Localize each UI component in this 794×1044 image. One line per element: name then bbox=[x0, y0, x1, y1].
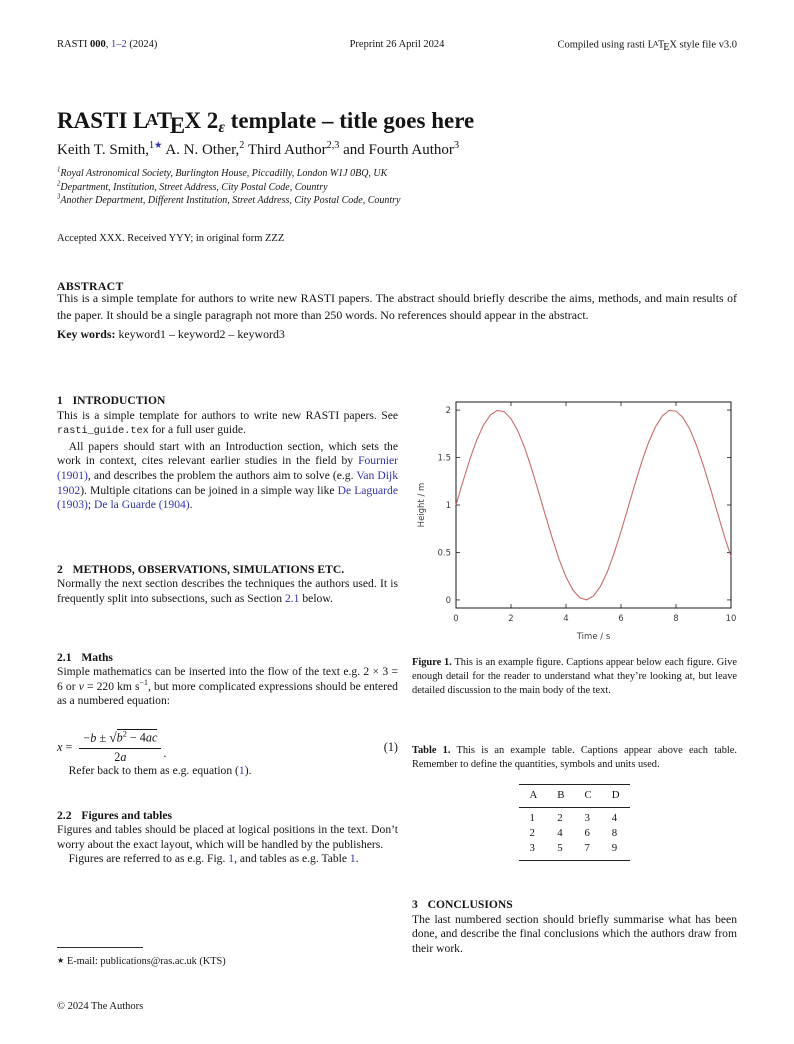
text-segment: E-mail: publications@ras.ac.uk (KTS) bbox=[64, 956, 226, 968]
affiliations bbox=[57, 167, 400, 208]
text-segment: A. N. Other, bbox=[162, 142, 240, 158]
author-list bbox=[57, 142, 459, 159]
text-segment: 3 bbox=[453, 140, 460, 151]
link[interactable]: 1–2 bbox=[110, 39, 127, 50]
subsection-heading-figures-tables: 2.2 Figures and tables bbox=[57, 808, 172, 822]
table-cell: 2 bbox=[529, 826, 535, 839]
text-segment: ; bbox=[87, 498, 95, 512]
keywords-line bbox=[57, 327, 285, 342]
text-segment: Third Author bbox=[244, 142, 327, 158]
text-segment: RASTI L bbox=[57, 108, 149, 134]
text-segment: ). bbox=[244, 764, 252, 778]
text-segment: ac bbox=[145, 730, 158, 745]
table-cell: 9 bbox=[611, 841, 618, 854]
accepted-line: Accepted XXX. Received YYY; in original form ZZZ bbox=[57, 233, 285, 244]
text-segment: 000 bbox=[89, 39, 106, 50]
footnote-rule bbox=[57, 947, 143, 948]
text-segment: X style file v3.0 bbox=[669, 39, 737, 51]
text-segment: 2 bbox=[122, 729, 127, 739]
section-heading-introduction: 1 INTRODUCTION bbox=[57, 394, 166, 407]
equation-number: (1) bbox=[383, 740, 398, 755]
figtab-paragraph-2 bbox=[57, 852, 398, 867]
text-segment: and Fourth Author bbox=[339, 142, 454, 158]
text-segment: − 4 bbox=[126, 730, 146, 745]
figure-plot bbox=[412, 391, 737, 647]
text-segment: , but more complicated expressions should be entered as a numbered equation: bbox=[57, 679, 398, 708]
equation-1 bbox=[57, 731, 398, 764]
square-root-sign: √ bbox=[109, 729, 117, 745]
section-heading-methods: 2 METHODS, OBSERVATIONS, SIMULATIONS ETC. bbox=[57, 562, 345, 576]
left-column bbox=[57, 394, 398, 867]
text-segment: Refer back to them as e.g. equation ( bbox=[68, 764, 239, 778]
figure-1-caption bbox=[412, 656, 737, 697]
plot-frame bbox=[456, 402, 731, 608]
email-footnote bbox=[57, 947, 398, 967]
x-axis-label: Time / s bbox=[576, 632, 611, 642]
text-segment: −1 bbox=[139, 677, 148, 687]
text-segment: All papers should start with an Introduction section, which sets the work in context, cites relevant earlier studies in the field by bbox=[57, 439, 398, 468]
text-segment: 2 bbox=[114, 749, 121, 764]
y-axis-label: Height / m bbox=[417, 482, 427, 528]
table-header-cell: A bbox=[529, 788, 538, 801]
text-segment: This is an example table. Captions appear above each table. Remember to define the quantities, symbols and units used. bbox=[412, 745, 737, 771]
text-segment: Table 1. bbox=[412, 745, 451, 757]
table-cell: 3 bbox=[529, 841, 535, 854]
equation-radicand bbox=[117, 729, 158, 745]
conclusions-paragraph: The last numbered section should briefly summarise what has been done, and describe the final conclusions which the authors draw from their work. bbox=[412, 912, 737, 955]
x-tick-label: 0 bbox=[453, 614, 459, 624]
text-segment: Figure 1. bbox=[412, 657, 452, 668]
table-cell: 4 bbox=[557, 826, 563, 839]
link[interactable]: Fournier (1901) bbox=[57, 454, 398, 482]
link[interactable]: 2.1 bbox=[284, 591, 300, 605]
table-cell: 2 bbox=[557, 811, 563, 824]
text-segment: rasti_guide.tex bbox=[57, 426, 149, 438]
text-segment: ). Multiple citations can be joined in a simple way like bbox=[80, 483, 338, 497]
table-cell: 6 bbox=[584, 826, 590, 839]
text-segment: , bbox=[105, 39, 111, 50]
intro-paragraph-2 bbox=[57, 440, 398, 513]
text-segment: 2 bbox=[57, 180, 61, 188]
text-segment: ± bbox=[96, 730, 110, 745]
text-segment: for a full user guide. bbox=[148, 423, 246, 437]
methods-paragraph bbox=[57, 577, 398, 606]
text-segment: This is a simple template for authors to write new RASTI papers. See bbox=[57, 408, 398, 422]
text-segment: (2024) bbox=[126, 39, 158, 50]
table-cell: 5 bbox=[557, 841, 563, 854]
sine-curve bbox=[456, 410, 731, 600]
subsection-heading-maths: 2.1 Maths bbox=[57, 650, 113, 664]
text-segment: b bbox=[116, 730, 123, 745]
text-segment: . bbox=[355, 852, 359, 866]
table-header-cell: D bbox=[611, 788, 620, 801]
paper-title bbox=[57, 108, 737, 139]
text-segment: ε bbox=[218, 119, 225, 137]
text-segment: template – title goes here bbox=[224, 108, 475, 134]
text-segment: a bbox=[120, 749, 127, 764]
table-row bbox=[519, 841, 629, 861]
abstract-text: This is a simple template for authors to write new RASTI papers. The abstract should briefly describe the aims, methods, and main results of the paper. It should be a single paragraph not more than 250 words. No references should appear in the abstract. bbox=[57, 291, 737, 322]
maths-paragraph bbox=[57, 665, 398, 709]
link[interactable]: ★ bbox=[154, 141, 163, 151]
text-segment: T bbox=[657, 39, 665, 51]
text-segment: = 220 km s bbox=[83, 679, 140, 693]
link[interactable]: 1 bbox=[228, 852, 235, 866]
text-segment: x bbox=[57, 740, 63, 755]
text-segment: = bbox=[62, 740, 73, 755]
y-tick-label: 0.5 bbox=[437, 548, 451, 559]
link[interactable]: De la Guarde (1904) bbox=[94, 498, 190, 512]
text-segment: X 2 bbox=[184, 108, 219, 134]
text-segment: Keith T. Smith, bbox=[57, 142, 149, 158]
text-segment: below. bbox=[299, 591, 333, 605]
equation-fraction bbox=[79, 731, 161, 764]
text-segment: v bbox=[78, 679, 84, 693]
text-segment: E bbox=[663, 41, 670, 53]
text-segment: b bbox=[90, 730, 97, 745]
link[interactable]: De Laguarde (1903) bbox=[57, 483, 398, 512]
text-segment: , and tables as e.g. Table bbox=[234, 852, 350, 866]
text-segment: keyword1 – keyword2 – keyword3 bbox=[115, 327, 285, 341]
equation-lhs bbox=[57, 740, 72, 755]
text-segment: RASTI bbox=[57, 39, 90, 50]
affiliation-2 bbox=[57, 181, 400, 195]
y-tick-label: 2 bbox=[445, 406, 451, 417]
table-cell: 1 bbox=[529, 811, 535, 824]
text-segment: ★ bbox=[57, 956, 65, 965]
x-tick-label: 4 bbox=[563, 614, 569, 624]
table-cell: 4 bbox=[611, 811, 618, 824]
text-segment: Figures are referred to as e.g. Fig. bbox=[68, 852, 229, 866]
text-segment: , and describes the problem the authors aim to solve (e.g. bbox=[87, 468, 357, 482]
text-segment: 2 bbox=[239, 140, 245, 151]
figure-1 bbox=[412, 391, 737, 647]
right-column bbox=[412, 391, 737, 956]
text-segment: Royal Astronomical Society, Burlington House, Piccadilly, London W1J 0BQ, UK bbox=[60, 168, 388, 179]
text-segment: 2,3 bbox=[326, 140, 340, 151]
table-cell: 3 bbox=[584, 811, 590, 824]
x-tick-label: 8 bbox=[673, 614, 679, 624]
text-segment: This is an example figure. Captions appear below each figure. Give enough detail for the reader to understand what they’re looking at, but leave detailed discussion to the main body of the text. bbox=[412, 657, 737, 696]
intro-paragraph-1 bbox=[57, 409, 398, 440]
figtab-paragraph-1: Figures and tables should be placed at logical positions in the text. Don’t worry about the exact layout, which will be handled by the publishers. bbox=[57, 823, 398, 851]
table-row bbox=[519, 826, 629, 841]
text-segment: T bbox=[156, 108, 173, 134]
y-tick-label: 1 bbox=[445, 501, 451, 511]
preprint-date: Preprint 26 April 2024 bbox=[349, 39, 445, 50]
affiliation-3 bbox=[57, 194, 400, 208]
text-segment: E bbox=[169, 113, 186, 138]
running-header bbox=[57, 39, 737, 53]
text-segment: 1 bbox=[57, 166, 61, 174]
text-segment: Normally the next section describes the techniques the authors used. It is frequently split into subsections, such as Section bbox=[57, 577, 398, 605]
table-header-cell: B bbox=[557, 788, 565, 801]
text-segment: A bbox=[653, 39, 659, 48]
text-segment: Another Department, Different Institution, Street Address, City Postal Code, Country bbox=[60, 195, 401, 206]
text-segment: Key words: bbox=[57, 327, 116, 341]
y-tick-label: 0 bbox=[445, 595, 451, 606]
link[interactable]: 1 bbox=[349, 852, 356, 866]
text-segment: . bbox=[189, 498, 193, 512]
x-tick-label: 6 bbox=[618, 614, 624, 624]
affiliation-1 bbox=[57, 167, 400, 181]
table-row bbox=[519, 807, 629, 826]
x-tick-label: 2 bbox=[508, 614, 514, 624]
equation-numerator bbox=[79, 731, 161, 749]
section-heading-conclusions: 3 CONCLUSIONS bbox=[412, 897, 513, 911]
text-segment: Simple mathematics can be inserted into the flow of the text e.g. 2 × 3 = 6 or bbox=[57, 665, 398, 693]
table-1 bbox=[519, 784, 629, 861]
equation-reference-paragraph bbox=[57, 764, 398, 779]
copyright-line: © 2024 The Authors bbox=[57, 1001, 144, 1012]
equation-denominator bbox=[114, 749, 126, 765]
abstract-heading: ABSTRACT bbox=[57, 279, 124, 293]
text-segment: A bbox=[146, 109, 159, 129]
table-header-cell: C bbox=[584, 788, 592, 801]
equation-punctuation: . bbox=[163, 746, 167, 761]
x-tick-label: 10 bbox=[725, 614, 737, 624]
table-cell: 8 bbox=[611, 826, 618, 839]
text-segment: 3 bbox=[57, 193, 61, 201]
y-tick-label: 1.5 bbox=[437, 453, 451, 464]
text-segment: Compiled using rasti L bbox=[557, 39, 655, 51]
table-cell: 7 bbox=[584, 841, 590, 854]
link[interactable]: Van Dijk 1902 bbox=[57, 468, 398, 497]
text-segment: 1 bbox=[148, 140, 155, 151]
link[interactable]: 1 bbox=[238, 764, 245, 778]
table-1-caption bbox=[412, 744, 737, 772]
text-segment: Department, Institution, Street Address, City Postal Code, Country bbox=[60, 181, 328, 193]
text-segment: − bbox=[83, 730, 91, 745]
